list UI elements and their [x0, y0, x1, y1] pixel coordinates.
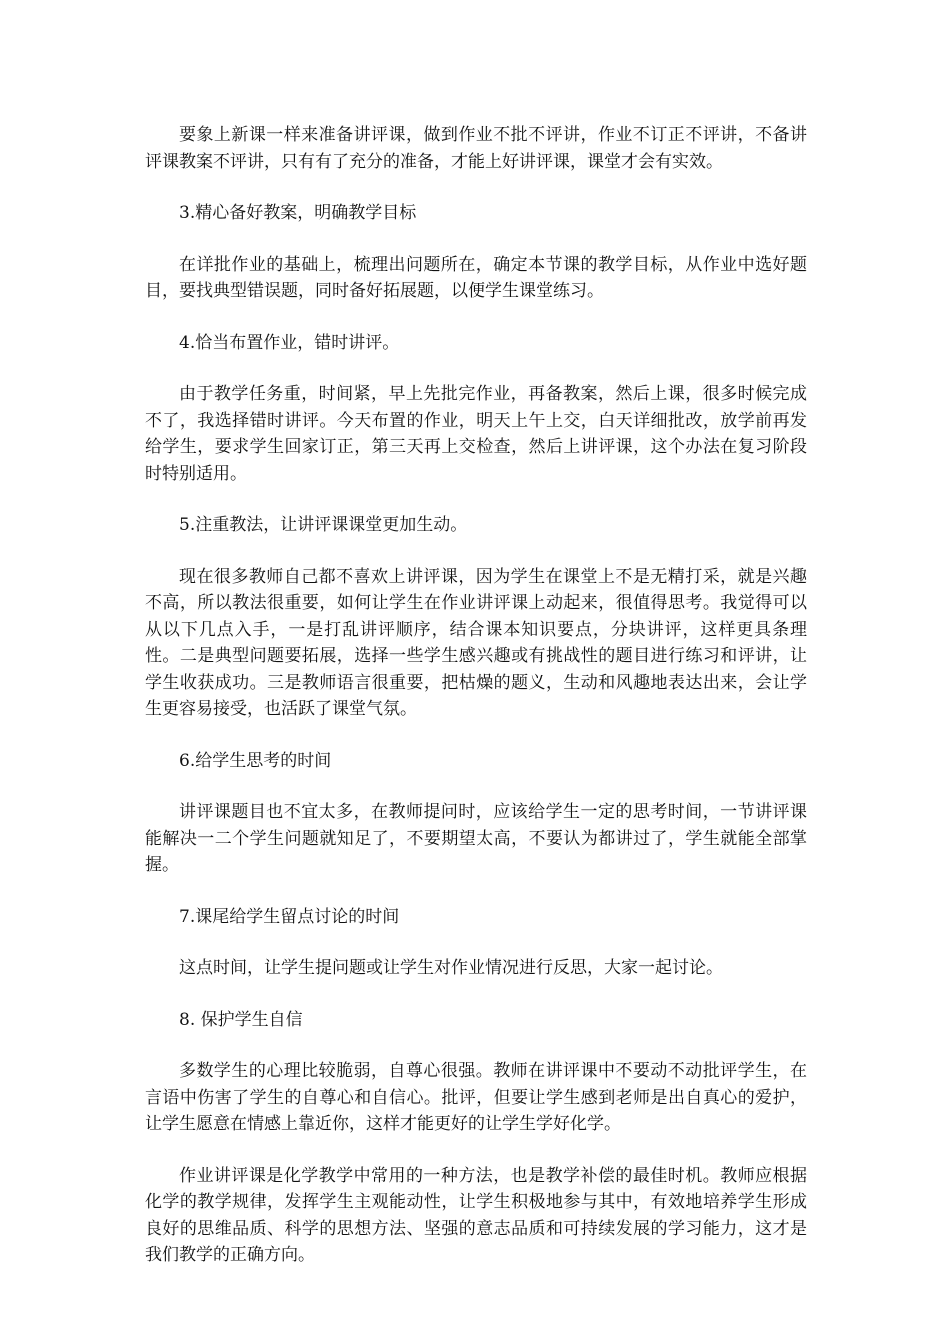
heading-section-3: 3.精心备好教案，明确教学目标 [179, 203, 417, 223]
heading-section-4: 4.恰当布置作业，错时讲评。 [179, 332, 400, 353]
heading-section-8: 8. 保护学生自信 [179, 1009, 303, 1030]
paragraph-conclusion: 作业讲评课是化学教学中常用的一种方法，也是教学补偿的最佳时机。教师应根据化学的教学规律，发挥学生主观能动性，让学生积极地参与其中，有效地培养学生形成良好的思维品质、科学的思想方法、坚强的意志品质和可持续发展的学习能力，这才是我们教学的正确方向。 [145, 1165, 807, 1265]
paragraph-section-6: 讲评课题目也不宜太多，在教师提问时，应该给学生一定的思考时间，一节讲评课能解决一二个学生问题就知足了，不要期望太高，不要认为都讲过了，学生就能全部掌握。 [145, 802, 807, 875]
document-page [145, 122, 807, 1294]
paragraph-section-8: 多数学生的心理比较脆弱，自尊心很强。教师在讲评课中不要动不动批评学生，在言语中伤害了学生的自尊心和自信心。批评，但要让学生感到老师是出自真心的爱护，让学生愿意在情感上靠近你，这样才能更好的让学生学好化学。 [145, 1061, 807, 1134]
heading-section-5: 5.注重教法，让讲评课课堂更加生动。 [179, 515, 468, 535]
paragraph-preparation: 要象上新课一样来准备讲评课，做到作业不批不评讲，作业不订正不评讲，不备讲评课教案不评讲，只有有了充分的准备，才能上好讲评课，课堂才会有实效。 [145, 125, 807, 172]
heading-section-6: 6.给学生思考的时间 [179, 750, 332, 771]
paragraph-section-3: 在详批作业的基础上，梳理出问题所在，确定本节课的教学目标，从作业中选好题目，要找典型错误题，同时备好拓展题，以便学生课堂练习。 [145, 254, 807, 301]
paragraph-section-4: 由于教学任务重，时间紧，早上先批完作业，再备教案，然后上课，很多时候完成不了，我选择错时讲评。今天布置的作业，明天上午上交，白天详细批改，放学前再发给学生，要求学生回家订正，第三天再上交检查，然后上讲评课，这个办法在复习阶段时特别适用。 [145, 384, 807, 484]
paragraph-section-5: 现在很多教师自己都不喜欢上讲评课，因为学生在课堂上不是无精打采，就是兴趣不高，所以教法很重要，如何让学生在作业讲评课上动起来，很值得思考。我觉得可以从以下几点入手，一是打乱讲评顺序，结合课本知识要点，分块讲评，这样更具条理性。二是典型问题要拓展，选择一些学生感兴趣或有挑战性的题目进行练习和评讲，让学生收获成功。三是教师语言很重要，把枯燥的题义，生动和风趣地表达出来，会让学生更容易接受，也活跃了课堂气氛。 [145, 566, 807, 719]
paragraph-section-7: 这点时间，让学生提问题或让学生对作业情况进行反思，大家一起讨论。 [179, 958, 723, 978]
heading-section-7: 7.课尾给学生留点讨论的时间 [179, 906, 400, 927]
